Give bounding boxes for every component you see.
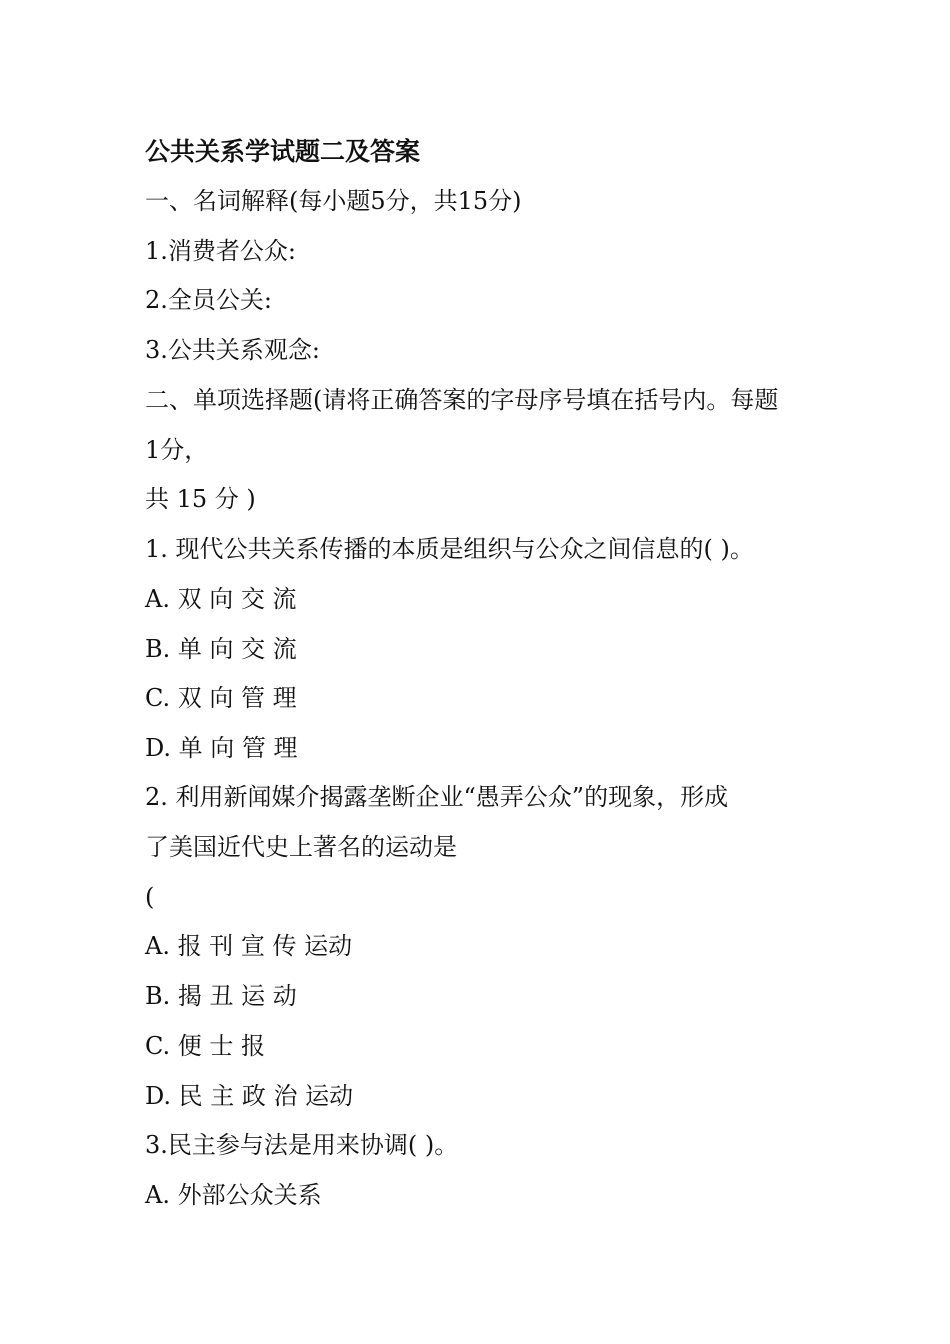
question-1-stem: 1. 现代公共关系传播的本质是组织与公众之间信息的( )。 xyxy=(145,535,754,563)
question-1-option-c: C. 双 向 管 理 xyxy=(145,684,297,712)
section1-item: 2.全员公关: xyxy=(145,286,272,314)
document-title: 公共关系学试题二及答案 xyxy=(145,137,421,166)
section2-heading: 二、单项选择题(请将正确答案的字母序号填在括号内。每题 xyxy=(145,386,779,414)
section1-item: 1.消费者公众: xyxy=(145,237,296,265)
question-2-stem-bracket: ( xyxy=(145,883,155,911)
section2-heading-cont: 共 15 分 ) xyxy=(145,485,256,513)
question-1-option-b: B. 单 向 交 流 xyxy=(145,635,297,663)
section1-item: 3.公共关系观念: xyxy=(145,336,320,364)
question-1-option-d: D. 单 向 管 理 xyxy=(145,734,298,762)
question-2-option-c: C. 便 士 报 xyxy=(145,1032,266,1060)
question-2-option-a: A. 报 刊 宣 传 运动 xyxy=(145,932,353,960)
question-2-stem-cont: 了美国近代史上著名的运动是 xyxy=(145,833,457,861)
question-2-stem: 2. 利用新闻媒介揭露垄断企业“愚弄公众”的现象，形成 xyxy=(145,783,729,811)
section2-heading-cont: 1分， xyxy=(145,436,209,464)
question-3-stem: 3.民主参与法是用来协调( )。 xyxy=(145,1131,459,1159)
question-2-option-b: B. 揭 丑 运 动 xyxy=(145,982,297,1010)
question-3-option-a: A. 外部公众关系 xyxy=(145,1181,322,1209)
question-2-option-d: D. 民 主 政 治 运动 xyxy=(145,1082,354,1110)
question-1-option-a: A. 双 向 交 流 xyxy=(145,585,297,613)
section1-heading: 一、名词解释(每小题5分，共15分) xyxy=(145,187,522,215)
